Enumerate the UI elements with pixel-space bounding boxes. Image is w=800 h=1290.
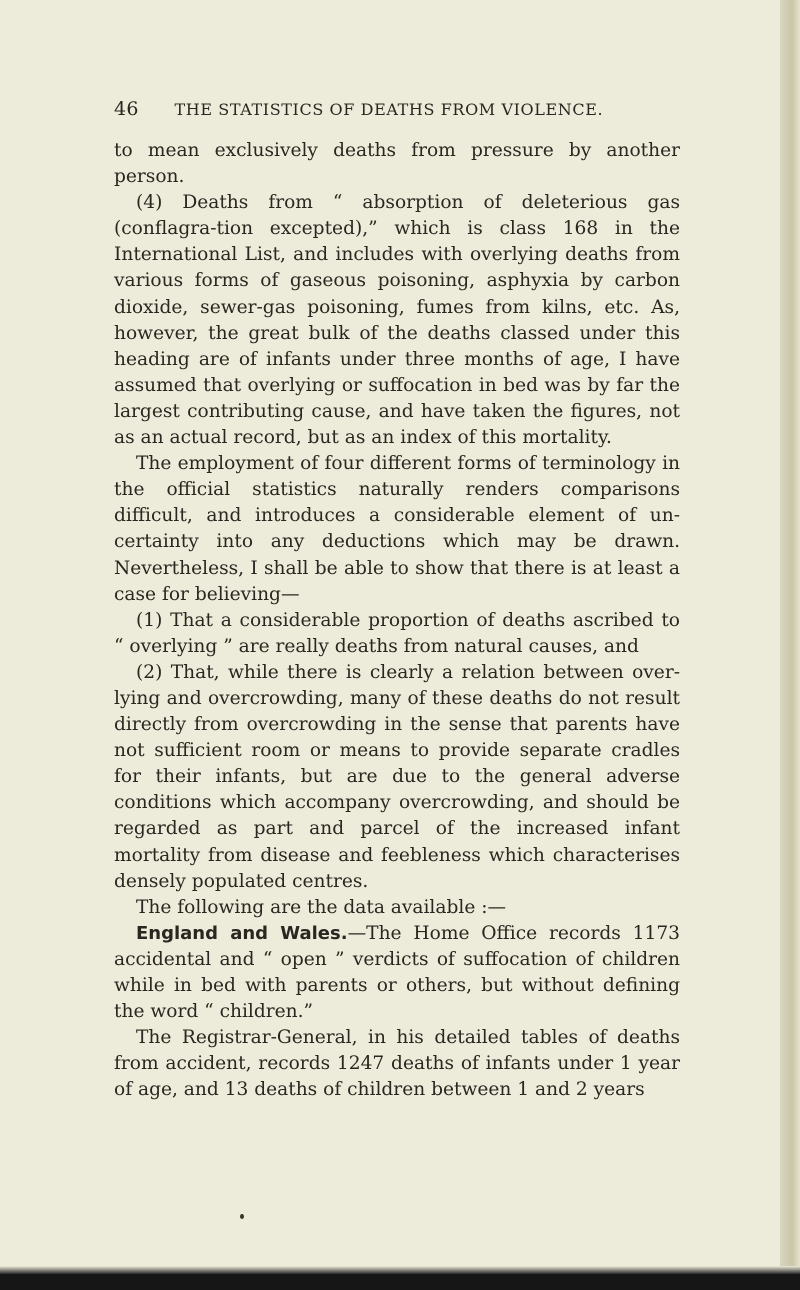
page-header bbox=[114, 98, 634, 120]
page-number: 46 bbox=[114, 98, 139, 120]
paragraph-continuation: to mean exclusively deaths from pressure by another person. bbox=[114, 140, 680, 188]
bottom-edge-fade bbox=[0, 1266, 800, 1274]
running-head: THE STATISTICS OF DEATHS FROM VIOLENCE. bbox=[174, 100, 604, 119]
section-lead-england-wales: England and Wales. bbox=[136, 922, 348, 944]
paragraph-england-wales bbox=[114, 921, 680, 1025]
paragraph-registrar-general: The Registrar-General, in his detailed tables of deaths from accident, records 1247 deaths of infants under 1 year of age, and 13 deaths of children between 1 and 2 years bbox=[114, 1027, 680, 1101]
england-wales-text: —The Home Office records 1173 accidental and “ open ” verdicts of suffocation of children while in bed with parents or others, but without defining the word “ children.” bbox=[114, 922, 680, 1023]
scan-bottom-edge bbox=[0, 1274, 800, 1290]
body-text bbox=[114, 138, 680, 1103]
paragraph-data-intro: The following are the data available :— bbox=[136, 896, 507, 918]
paragraph-item-4: (4) Deaths from “ absorption of deleterious gas (conflagra-tion excepted),” which is class 168 in the International List, and includes with overlying deaths from various forms of gaseous poisoning, asphyxia by carbon dioxide, sewer-gas poisoning, fumes from kilns, etc. As, however, the great bulk of the deaths classed under this heading are of infants under three months of age, I have assumed that overlying or suffocation in bed was by far the largest contributing cause, and have taken the figures, not as an actual record, but as an index of this mortality. bbox=[114, 192, 680, 449]
page-edge-shadow bbox=[780, 0, 800, 1290]
paragraph-point-1: (1) That a considerable proportion of deaths ascribed to “ overlying ” are really deaths from natural causes, and bbox=[114, 609, 680, 657]
paragraph-point-2: (2) That, while there is clearly a relation between over-lying and overcrowding, many of these deaths do not result directly from overcrowding in the sense that parents have not sufficient room or means to provide separate cradles for their infants, but are due to the general adverse conditions which accompany overcrowding, and should be regarded as part and parcel of the increased infant mortality from disease and feebleness which characterises densely populated centres. bbox=[114, 661, 680, 892]
ink-speck bbox=[240, 1214, 244, 1219]
paragraph-terminology: The employment of four different forms of terminology in the official statistics naturally renders comparisons difficult, and introduces a considerable element of un-certainty into any deductions which may be drawn. Nevertheless, I shall be able to show that there is at least a case for believing— bbox=[114, 453, 680, 605]
